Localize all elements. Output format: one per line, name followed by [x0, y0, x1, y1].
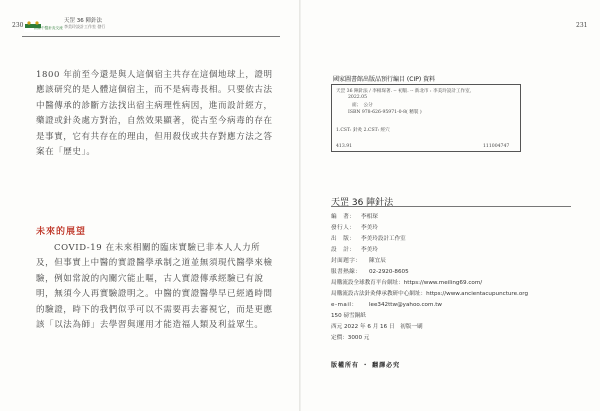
left-page-number: 230	[12, 22, 24, 29]
page-gutter	[299, 0, 301, 411]
info-row-edition: 西元 2022 年 6 月 16 日 初版一刷	[331, 324, 423, 330]
cip-line-3: 面； 公分	[352, 103, 373, 108]
book-title: 天罡 36 陣針法	[331, 198, 394, 208]
info-row-calligraphy: 封面題字： 陳宜辰	[331, 258, 386, 264]
cip-line-2: 2022.05	[348, 95, 367, 100]
cip-line-1: 天罡 36 陣針法 / 李相琛著. -- 初版. -- 新北市 : 李美玲設計工作室,	[336, 89, 472, 94]
info-row-hotline: 服書熱線： 02-2920-8605	[331, 269, 409, 275]
cip-line-4: ISBN 978-626-95971-0-8( 精裝 )	[348, 110, 422, 115]
right-page-number: 231	[576, 22, 588, 29]
book-title-rule	[331, 206, 571, 207]
running-header-title: 天罡 36 陣針法	[64, 18, 102, 24]
info-row-author: 編 著： 李相琛	[331, 214, 378, 220]
info-row-price: 定價：3000 元	[331, 335, 370, 341]
running-header-subtitle: 李美玲設計工作室 發行	[64, 24, 106, 29]
copyright-notice: 版權所有 ・ 翻譯必究	[331, 362, 401, 369]
info-row-website-2: 局購流設古法針灸傳承教研中心網址：https://www.ancientacupuncture.org	[331, 291, 529, 297]
info-row-website-1: 局購流設全球教育平台網址：https://www.meiling69.com/	[331, 280, 483, 286]
body-paragraph-2: COVID-19 在未來相關的臨床實驗已非本人人力所及，但事實上中醫的實證醫學承制之道並無須現代醫學來檢驗，例如常說的內關穴能止嘔，古人實證傳承經驗已有說明，無須今人再實驗證明之。中醫的實證醫學早已經過時間的驗證，時下的我們似乎可以不需要再去審視它，而是更應該「以法為師」去學習與運用才能造福人類及利益眾生。	[36, 243, 273, 331]
header-tag: 國際中醫針灸交流	[34, 26, 63, 30]
header-rule	[22, 36, 280, 37]
info-row-design: 設 計： 李美玲	[331, 247, 378, 253]
cip-line-5: 1.CST: 針灸 2.CST: 經穴	[336, 128, 390, 133]
body-paragraph-1: 1800 年前至今還是與人這個宿主共存在這個地球上，證明應該研究的是人體這個宿主，而不是病毒長相。只要依古法中醫傳承的診斷方法找出宿主病理性病因，進而設計經方，藥證或針灸處方對治，自然效果顯著，從古至今病毒的存在是事實，它有共存在的理由，但用殺伐或共存對應方法之答案在「歷史」。	[36, 70, 273, 158]
info-row-email: e-mail： lee342ttw@yahoo.com.tw	[331, 302, 442, 308]
info-row-publisher: 出 版： 李美玲設計工作室	[331, 236, 406, 242]
cip-class-code: 413.91	[336, 144, 353, 149]
info-row-publisher-person: 發行人： 李美玲	[331, 225, 378, 231]
cip-record-number: 111004747	[483, 144, 510, 149]
cip-title: 國家圖書館出版品預行編目 (CIP) 資料	[333, 76, 436, 83]
section-heading: 未來的展望	[36, 227, 87, 237]
info-row-paper: 150 磅雪銅紙	[331, 313, 366, 319]
